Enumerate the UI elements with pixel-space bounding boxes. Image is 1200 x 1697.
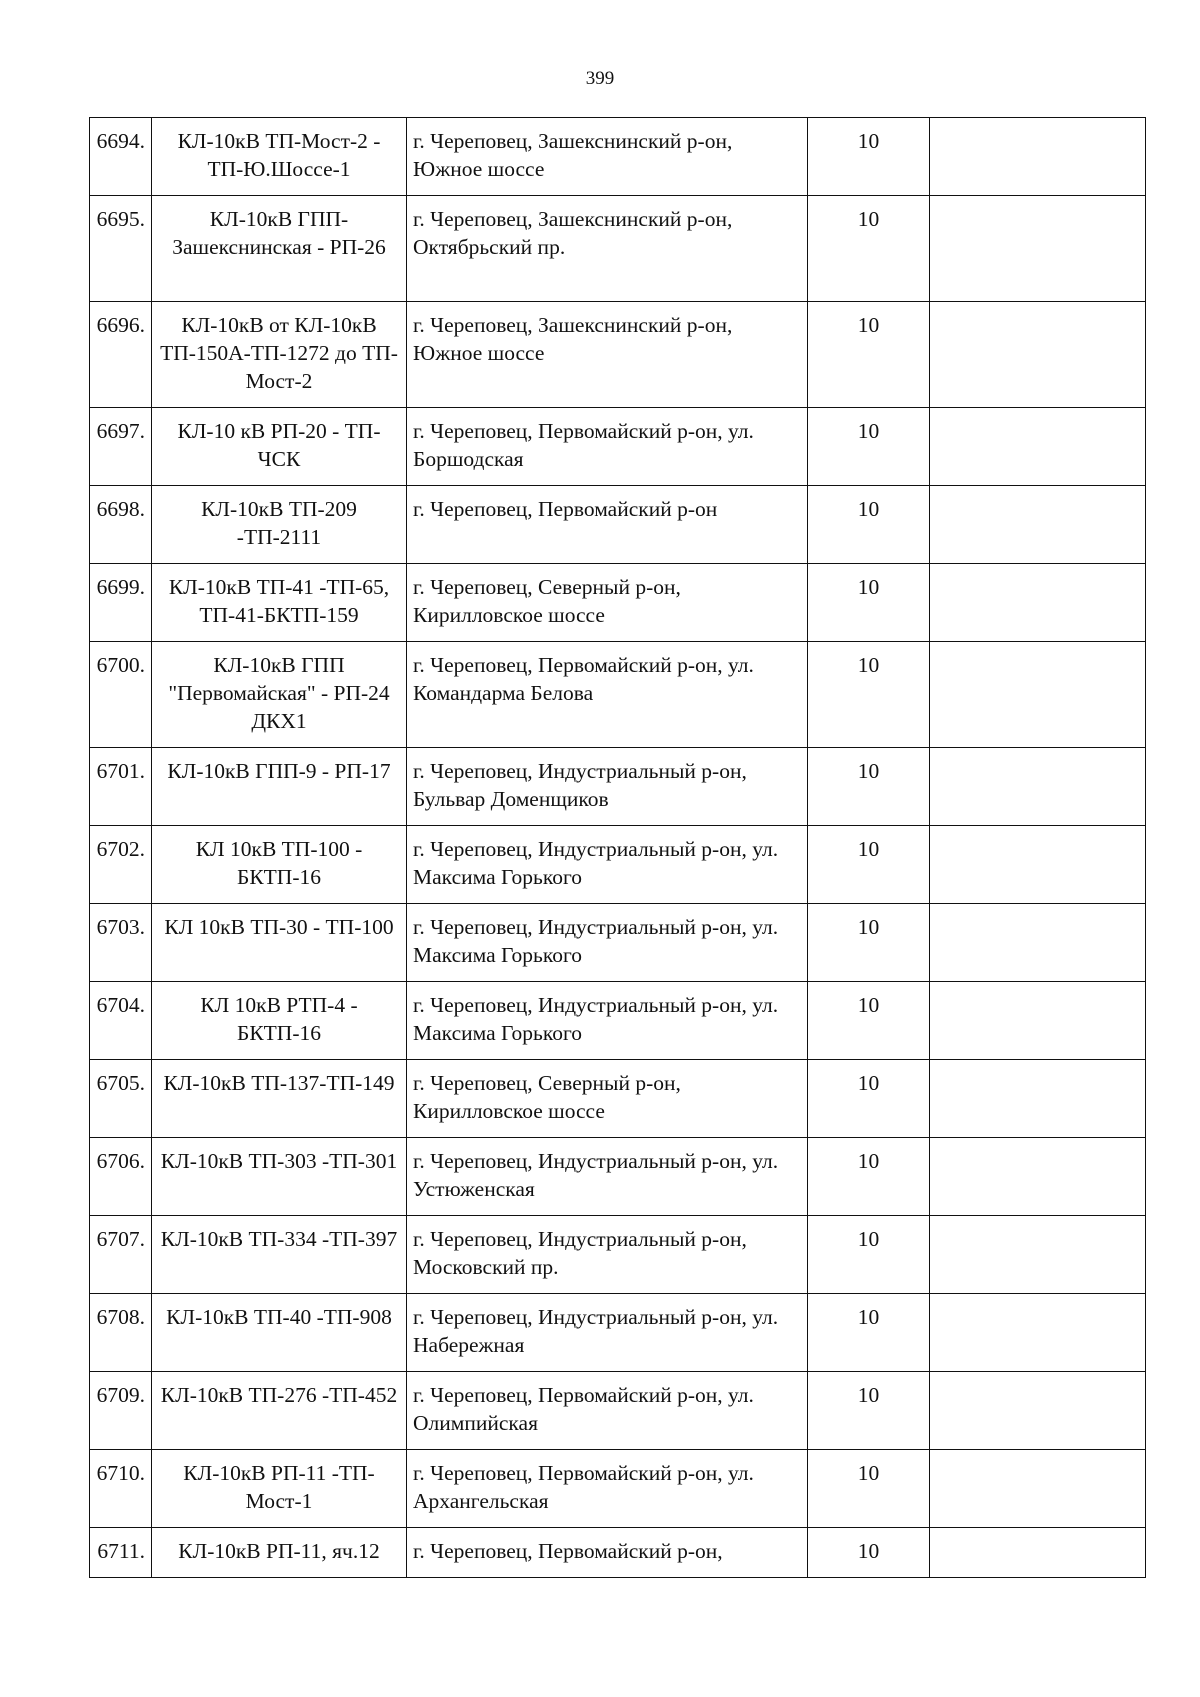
line-extra bbox=[930, 1216, 1146, 1294]
line-voltage: 10 bbox=[808, 1294, 930, 1372]
line-voltage: 10 bbox=[808, 1216, 930, 1294]
line-voltage: 10 bbox=[808, 196, 930, 302]
line-extra bbox=[930, 118, 1146, 196]
line-extra bbox=[930, 408, 1146, 486]
row-number: 6704. bbox=[90, 982, 152, 1060]
line-extra bbox=[930, 1450, 1146, 1528]
row-number: 6694. bbox=[90, 118, 152, 196]
row-number: 6710. bbox=[90, 1450, 152, 1528]
table-row bbox=[90, 748, 1146, 826]
line-address: г. Череповец, Индустриальный р-он, ул. Максима Горького bbox=[407, 982, 808, 1060]
table-row bbox=[90, 196, 1146, 302]
line-name: КЛ-10 кВ РП-20 - ТП-ЧСК bbox=[152, 408, 407, 486]
line-voltage: 10 bbox=[808, 748, 930, 826]
line-address: г. Череповец, Зашекснинский р-он, Южное шоссе bbox=[407, 302, 808, 408]
line-name: КЛ-10кВ ГПП-Зашекснинская - РП-26 bbox=[152, 196, 407, 302]
line-voltage: 10 bbox=[808, 904, 930, 982]
line-voltage: 10 bbox=[808, 118, 930, 196]
line-voltage: 10 bbox=[808, 1450, 930, 1528]
line-address: г. Череповец, Индустриальный р-он, Бульвар Доменщиков bbox=[407, 748, 808, 826]
line-address: г. Череповец, Индустриальный р-он, Московский пр. bbox=[407, 1216, 808, 1294]
line-name: КЛ-10кВ ТП-137-ТП-149 bbox=[152, 1060, 407, 1138]
line-address: г. Череповец, Первомайский р-он bbox=[407, 486, 808, 564]
line-voltage: 10 bbox=[808, 564, 930, 642]
line-voltage: 10 bbox=[808, 1528, 930, 1578]
row-number: 6707. bbox=[90, 1216, 152, 1294]
line-voltage: 10 bbox=[808, 1060, 930, 1138]
line-address: г. Череповец, Первомайский р-он, ул. Командарма Белова bbox=[407, 642, 808, 748]
line-name: КЛ-10кВ ГПП-9 - РП-17 bbox=[152, 748, 407, 826]
line-voltage: 10 bbox=[808, 826, 930, 904]
line-address: г. Череповец, Зашекснинский р-он, Октябрьский пр. bbox=[407, 196, 808, 302]
line-name: КЛ-10кВ РП-11 -ТП-Мост-1 bbox=[152, 1450, 407, 1528]
table-row bbox=[90, 302, 1146, 408]
table-row bbox=[90, 408, 1146, 486]
row-number: 6709. bbox=[90, 1372, 152, 1450]
line-extra bbox=[930, 1294, 1146, 1372]
row-number: 6705. bbox=[90, 1060, 152, 1138]
line-extra bbox=[930, 196, 1146, 302]
table-row bbox=[90, 1060, 1146, 1138]
line-name: КЛ-10кВ ТП-209 -ТП-2111 bbox=[152, 486, 407, 564]
table-row bbox=[90, 486, 1146, 564]
row-number: 6701. bbox=[90, 748, 152, 826]
line-voltage: 10 bbox=[808, 982, 930, 1060]
table-row bbox=[90, 982, 1146, 1060]
line-address: г. Череповец, Первомайский р-он, bbox=[407, 1528, 808, 1578]
line-voltage: 10 bbox=[808, 1138, 930, 1216]
line-address: г. Череповец, Зашекснинский р-он, Южное шоссе bbox=[407, 118, 808, 196]
line-extra bbox=[930, 486, 1146, 564]
line-extra bbox=[930, 982, 1146, 1060]
line-extra bbox=[930, 1372, 1146, 1450]
row-number: 6702. bbox=[90, 826, 152, 904]
line-extra bbox=[930, 1138, 1146, 1216]
line-address: г. Череповец, Первомайский р-он, ул. Боршодская bbox=[407, 408, 808, 486]
line-name: КЛ-10кВ ТП-Мост-2 - ТП-Ю.Шоссе-1 bbox=[152, 118, 407, 196]
row-number: 6706. bbox=[90, 1138, 152, 1216]
row-number: 6698. bbox=[90, 486, 152, 564]
line-name: КЛ 10кВ ТП-30 - ТП-100 bbox=[152, 904, 407, 982]
line-extra bbox=[930, 1060, 1146, 1138]
line-name: КЛ-10кВ ТП-276 -ТП-452 bbox=[152, 1372, 407, 1450]
table-row bbox=[90, 1294, 1146, 1372]
row-number: 6700. bbox=[90, 642, 152, 748]
line-voltage: 10 bbox=[808, 486, 930, 564]
line-name: КЛ-10кВ ТП-303 -ТП-301 bbox=[152, 1138, 407, 1216]
line-name: КЛ 10кВ РТП-4 - БКТП-16 bbox=[152, 982, 407, 1060]
table-row bbox=[90, 118, 1146, 196]
line-extra bbox=[930, 826, 1146, 904]
line-address: г. Череповец, Индустриальный р-он, ул. Максима Горького bbox=[407, 826, 808, 904]
row-number: 6697. bbox=[90, 408, 152, 486]
table-row bbox=[90, 1216, 1146, 1294]
line-extra bbox=[930, 1528, 1146, 1578]
line-name: КЛ-10кВ ГПП "Первомайская" - РП-24 ДКХ1 bbox=[152, 642, 407, 748]
table-row bbox=[90, 904, 1146, 982]
table-row bbox=[90, 642, 1146, 748]
line-name: КЛ-10кВ от КЛ-10кВ ТП-150А-ТП-1272 до ТП-Мост-2 bbox=[152, 302, 407, 408]
table-row bbox=[90, 1450, 1146, 1528]
line-address: г. Череповец, Северный р-он, Кирилловское шоссе bbox=[407, 1060, 808, 1138]
line-voltage: 10 bbox=[808, 408, 930, 486]
line-name: КЛ 10кВ ТП-100 - БКТП-16 bbox=[152, 826, 407, 904]
line-name: КЛ-10кВ ТП-40 -ТП-908 bbox=[152, 1294, 407, 1372]
line-address: г. Череповец, Первомайский р-он, ул. Олимпийская bbox=[407, 1372, 808, 1450]
table-row bbox=[90, 564, 1146, 642]
row-number: 6711. bbox=[90, 1528, 152, 1578]
table-row bbox=[90, 1372, 1146, 1450]
table-row bbox=[90, 1528, 1146, 1578]
line-extra bbox=[930, 564, 1146, 642]
line-voltage: 10 bbox=[808, 1372, 930, 1450]
line-address: г. Череповец, Северный р-он, Кирилловское шоссе bbox=[407, 564, 808, 642]
row-number: 6696. bbox=[90, 302, 152, 408]
row-number: 6708. bbox=[90, 1294, 152, 1372]
line-address: г. Череповец, Первомайский р-он, ул. Архангельская bbox=[407, 1450, 808, 1528]
line-extra bbox=[930, 748, 1146, 826]
line-name: КЛ-10кВ РП-11, яч.12 bbox=[152, 1528, 407, 1578]
line-address: г. Череповец, Индустриальный р-он, ул. Устюженская bbox=[407, 1138, 808, 1216]
line-voltage: 10 bbox=[808, 302, 930, 408]
line-extra bbox=[930, 904, 1146, 982]
line-name: КЛ-10кВ ТП-334 -ТП-397 bbox=[152, 1216, 407, 1294]
row-number: 6699. bbox=[90, 564, 152, 642]
table-row bbox=[90, 826, 1146, 904]
row-number: 6695. bbox=[90, 196, 152, 302]
cable-lines-table bbox=[89, 117, 1146, 1578]
row-number: 6703. bbox=[90, 904, 152, 982]
line-name: КЛ-10кВ ТП-41 -ТП-65, ТП-41-БКТП-159 bbox=[152, 564, 407, 642]
line-extra bbox=[930, 642, 1146, 748]
page-number: 399 bbox=[585, 68, 615, 89]
line-extra bbox=[930, 302, 1146, 408]
line-voltage: 10 bbox=[808, 642, 930, 748]
table-row bbox=[90, 1138, 1146, 1216]
line-address: г. Череповец, Индустриальный р-он, ул. Набережная bbox=[407, 1294, 808, 1372]
line-address: г. Череповец, Индустриальный р-он, ул. Максима Горького bbox=[407, 904, 808, 982]
